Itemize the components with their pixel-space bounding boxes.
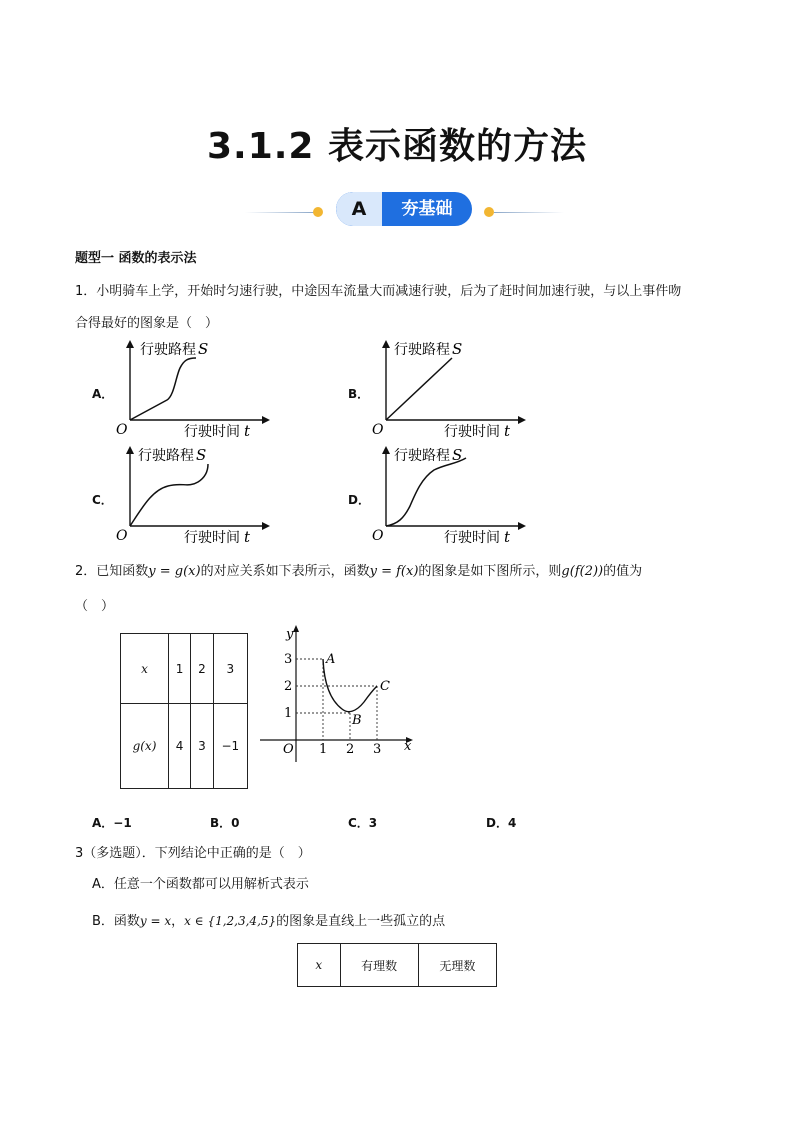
q3-option-b-sep: ，	[171, 914, 185, 929]
y-axis-label: y	[286, 627, 294, 642]
q2-option-c: C．3	[348, 816, 378, 830]
q1-option-d-label: D．	[348, 493, 370, 507]
origin-label: O	[372, 422, 384, 438]
q1-graph-a	[112, 338, 277, 443]
q3-option-b-part1: B．函数	[92, 914, 140, 929]
origin-label: O	[116, 422, 128, 438]
q3-option-a: A．任意一个函数都可以用解析式表示	[92, 877, 309, 892]
y-axis-label: 行驶路程	[140, 342, 196, 358]
badge-letter: A	[336, 192, 382, 226]
x-axis-label: 行驶时间	[184, 424, 240, 440]
y-axis-var: S	[196, 446, 207, 464]
y-tick: 2	[284, 679, 293, 694]
section-heading: 题型一 函数的表示法	[75, 251, 197, 266]
q2-stem-line1	[75, 563, 642, 581]
x-tick: 1	[319, 742, 328, 757]
q2-option-d: D．4	[486, 816, 517, 830]
x-axis-label: 行驶时间	[444, 424, 500, 440]
origin-label: O	[116, 528, 128, 544]
y-axis-var: S	[452, 340, 463, 358]
q2-table-header-x: x	[121, 634, 169, 704]
curve	[130, 464, 208, 526]
y-tick: 3	[284, 652, 293, 667]
origin-label: O	[372, 528, 384, 544]
q3-eq-domain: x ∈ {1,2,3,4,5}	[184, 914, 277, 928]
q2-option-a: A．−1	[92, 816, 132, 830]
y-axis-var: S	[198, 340, 209, 358]
y-axis-var: S	[452, 446, 463, 464]
q3-option-b-part2: 的图象是直线上一些孤立的点	[276, 914, 446, 929]
q3-eq-y: y = x	[139, 914, 172, 928]
q2-eq-gf2: g(f(2))	[561, 564, 604, 579]
curve	[386, 458, 466, 526]
y-axis-arrow	[382, 340, 390, 348]
q2-table-cell: 3	[191, 704, 213, 789]
q2-table-row-x	[121, 634, 248, 704]
q2-g-table	[120, 633, 248, 789]
q2-table-cell: 1	[168, 634, 190, 704]
origin-label: O	[283, 742, 294, 757]
q3-table	[297, 943, 497, 987]
y-axis-arrow	[126, 340, 134, 348]
x-axis-var: t	[504, 422, 511, 440]
point-c-label: C	[380, 679, 390, 694]
badge-pill	[336, 192, 472, 226]
badge-left-dot	[313, 207, 323, 217]
x-axis-arrow	[262, 416, 270, 424]
q2-table-row-gx	[121, 704, 248, 789]
q2-table-cell: 3	[213, 634, 247, 704]
y-axis-label: 行驶路程	[394, 448, 450, 464]
y-axis-label: 行驶路程	[394, 342, 450, 358]
x-axis-var: t	[244, 422, 251, 440]
q2-stem-line2: （ ）	[75, 599, 115, 614]
q3-option-b	[92, 912, 445, 931]
q2-table-header-gx: g(x)	[121, 704, 169, 789]
q1-graph-d	[368, 444, 533, 549]
x-axis-arrow	[518, 416, 526, 424]
curve	[130, 358, 196, 420]
q2-table-cell: −1	[213, 704, 247, 789]
y-axis-arrow	[126, 446, 134, 454]
y-tick: 1	[284, 706, 293, 721]
q3-stem: 3（多选题）．下列结论中正确的是（ ）	[75, 846, 311, 861]
q2-eq-f: y = f(x)	[369, 564, 419, 579]
x-axis-arrow	[262, 522, 270, 530]
q2-option-b: B．0	[210, 816, 240, 830]
badge-left-line	[245, 212, 315, 213]
q2-stem-part4: 的值为	[603, 564, 643, 579]
q1-graph-b	[368, 338, 533, 443]
q3-table-row	[298, 944, 497, 987]
x-tick: 2	[346, 742, 355, 757]
q2-stem-part2: 的对应关系如下表所示，函数	[200, 564, 370, 579]
section-badge	[0, 192, 794, 228]
point-b-label: B	[352, 713, 362, 728]
q3-table-cell-x: x	[298, 944, 341, 987]
x-axis-label: 行驶时间	[184, 530, 240, 546]
x-tick: 3	[373, 742, 382, 757]
x-axis-var: t	[504, 528, 511, 546]
q1-stem-line1: 1．小明骑车上学，开始时匀速行驶，中途因车流量大而减速行驶，后为了赶时间加速行驶，与以上事件吻	[75, 284, 682, 299]
guide-lines	[296, 659, 377, 740]
x-axis-label: 行驶时间	[444, 530, 500, 546]
y-axis-arrow	[382, 446, 390, 454]
x-axis-var: t	[244, 528, 251, 546]
badge-right-dot	[484, 207, 494, 217]
q2-graph-labels	[283, 627, 412, 757]
point-a-label: A	[326, 652, 336, 667]
y-axis-arrow	[293, 625, 299, 632]
q2-eq-g: y = g(x)	[148, 564, 201, 579]
page-title: 3.1.2 表示函数的方法	[206, 126, 588, 167]
q3-table-cell-irrational: 无理数	[418, 944, 496, 987]
q1-graph-c	[112, 444, 277, 549]
q2-stem-part1: 2．已知函数	[75, 564, 149, 579]
q2-table-cell: 2	[191, 634, 213, 704]
q1-stem-line2: 合得最好的图象是（ ）	[75, 316, 219, 331]
y-axis-label: 行驶路程	[138, 448, 194, 464]
q1-option-a-label: A．	[92, 387, 114, 401]
x-axis-label: x	[404, 739, 412, 754]
x-axis-arrow	[518, 522, 526, 530]
q2-stem-part3: 的图象是如下图所示，则	[418, 564, 562, 579]
q2-table-cell: 4	[168, 704, 190, 789]
q1-option-b-label: B．	[348, 387, 370, 401]
badge-right-line	[494, 212, 564, 213]
badge-label: 夯基础	[401, 199, 453, 219]
q1-option-c-label: C．	[92, 493, 113, 507]
curve	[386, 358, 452, 420]
q3-table-cell-rational: 有理数	[340, 944, 418, 987]
q2-f-graph	[256, 622, 426, 762]
